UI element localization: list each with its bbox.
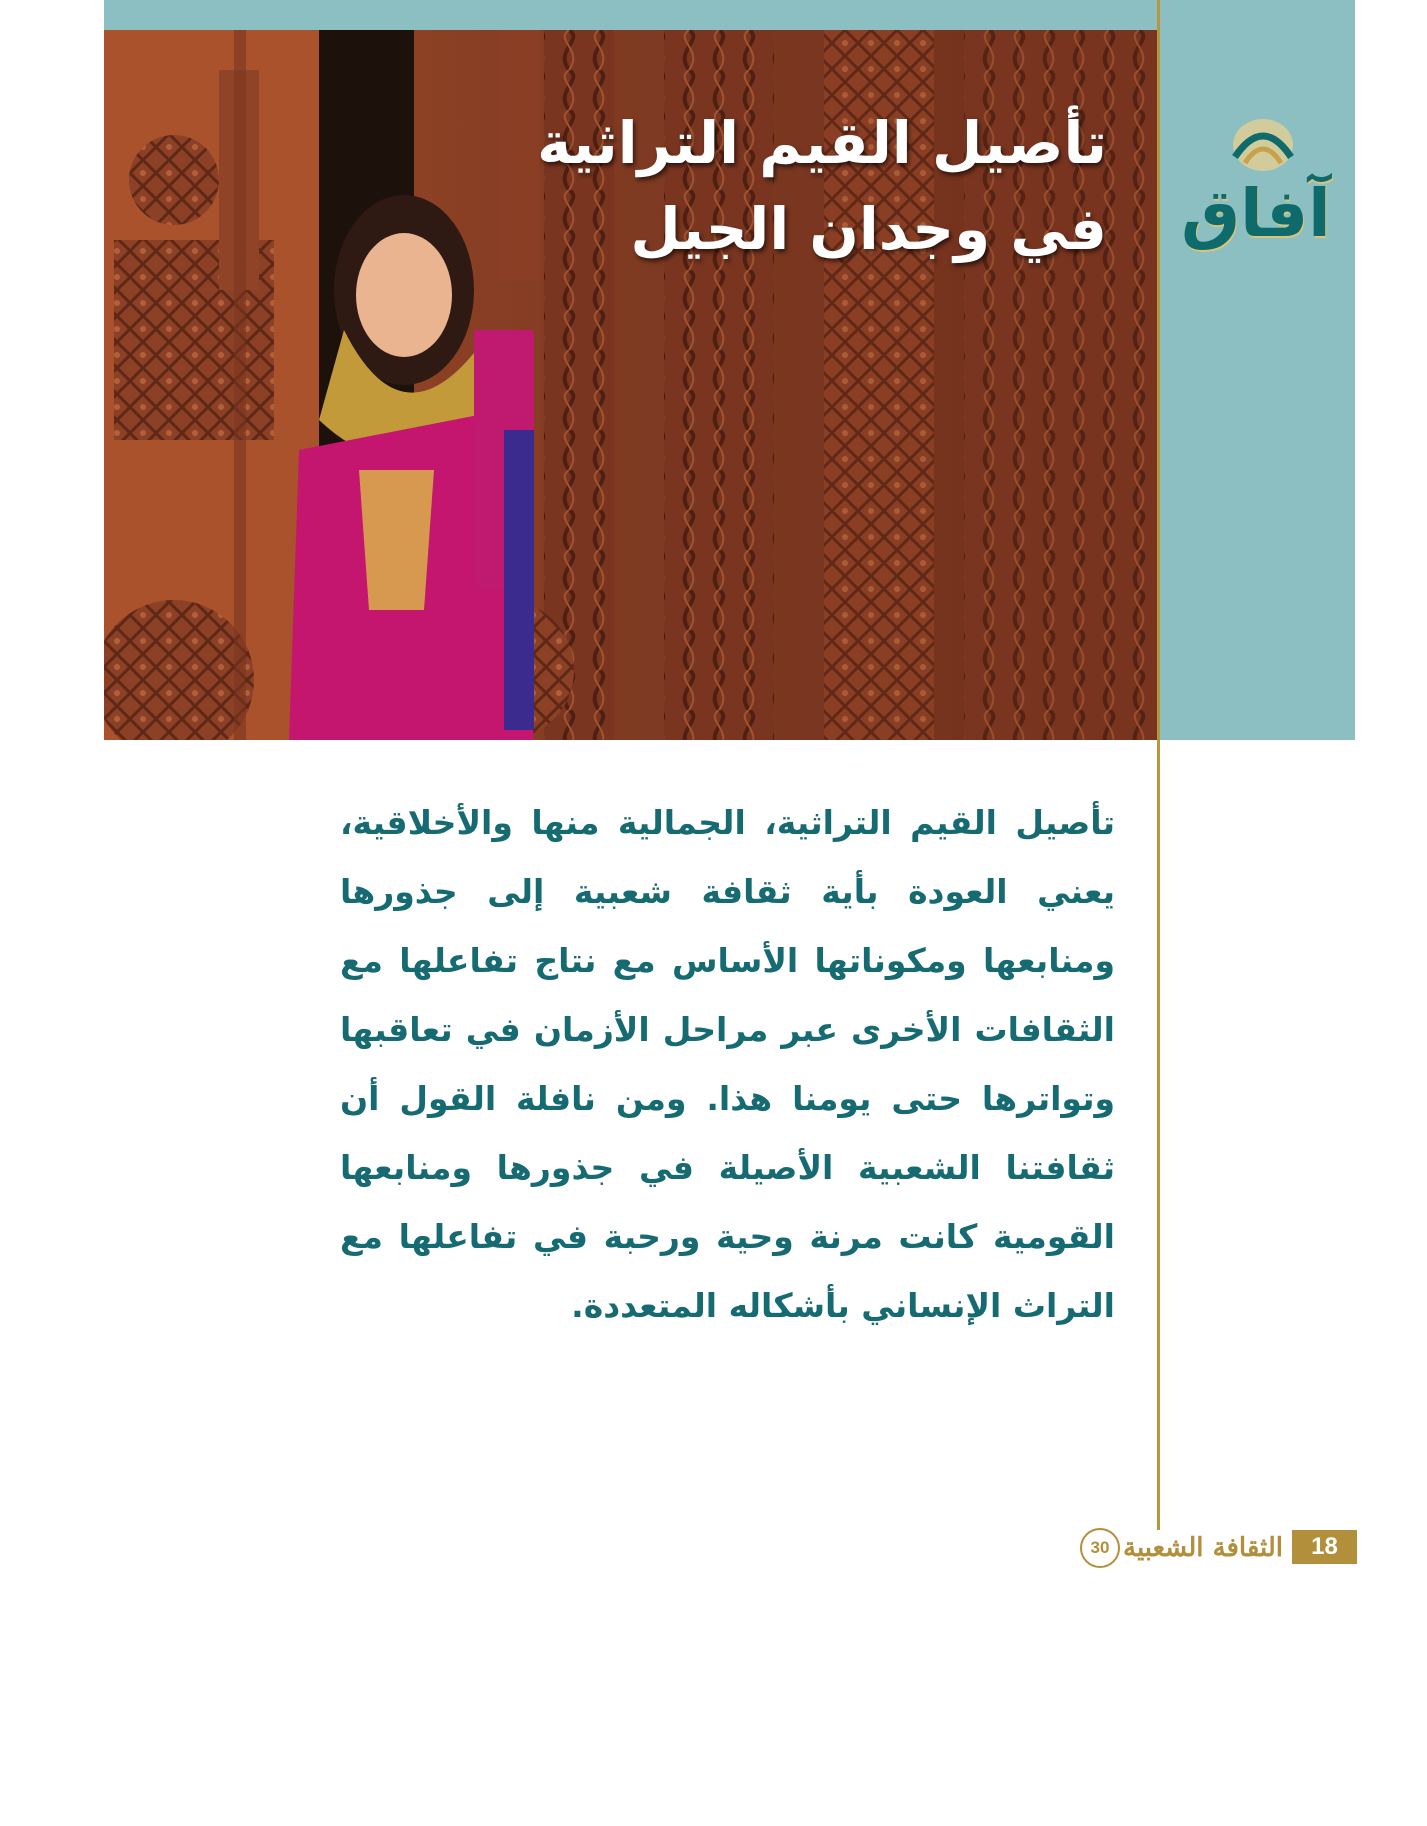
section-name: آفاق bbox=[1181, 175, 1331, 252]
issue-badge: 30 bbox=[1080, 1528, 1120, 1568]
page-number: 18 bbox=[1292, 1530, 1357, 1564]
title-line-1: تأصيل القيم التراثية bbox=[537, 109, 1107, 177]
gold-divider bbox=[1157, 0, 1160, 1530]
magazine-name: الثقافة الشعبية bbox=[1123, 1533, 1283, 1563]
title-line-2: في وجدان الجيل bbox=[630, 195, 1107, 263]
article-intro: تأصيل القيم التراثية، الجمالية منها والأخلاقية، يعني العودة بأية ثقافة شعبية إلى جذورها ومنابعها ومكوناتها الأساس مع نتاج تفاعلها مع الثقافات الأخرى عبر مراحل الأزمان في تعاقبها وتواترها حتى يومنا هذا. ومن نافلة القول أن ثقافتنا الشعبية الأصيلة في جذورها ومنابعها القومية كانت مرنة وحية ورحبة في تفاعلها مع التراث الإنساني بأشكاله المتعددة. bbox=[340, 803, 1115, 1325]
page-footer bbox=[1080, 1520, 1357, 1580]
top-teal-strip bbox=[104, 0, 1157, 30]
section-logo bbox=[1165, 105, 1347, 265]
article-title bbox=[487, 100, 1107, 272]
